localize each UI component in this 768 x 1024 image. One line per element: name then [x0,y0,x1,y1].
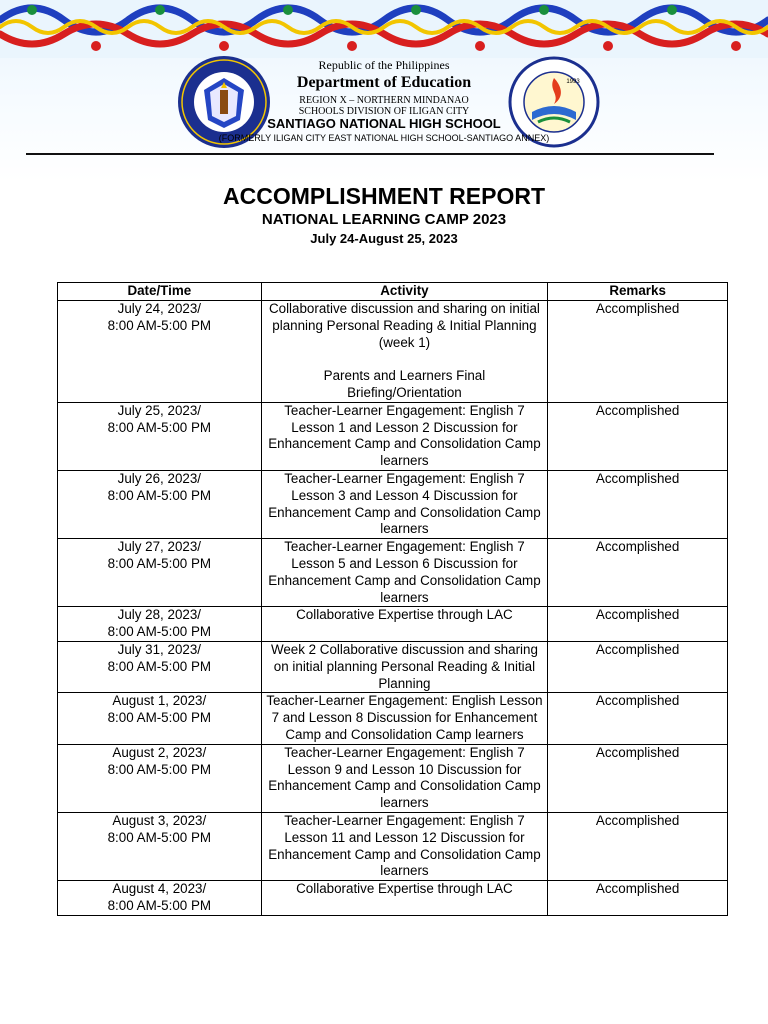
activity-cell: Teacher-Learner Engagement: English 7 Lesson 9 and Lesson 10 Discussion for Enhancement Camp and Consolidation Camp learners [261,744,548,812]
former-school-name: (FORMERLY ILIGAN CITY EAST NATIONAL HIGH SCHOOL-SANTIAGO ANNEX) [218,133,550,143]
column-header-date: Date/Time [58,283,262,301]
table-row [58,812,728,880]
remarks-cell: Accomplished [548,693,728,744]
date-cell [58,744,262,812]
activity-text: Parents and Learners Final Briefing/Orientation [323,368,486,400]
activity-cell: Teacher-Learner Engagement: English 7 Lesson 1 and Lesson 2 Discussion for Enhancement Camp and Consolidation Camp learners [261,402,548,470]
date-cell [58,301,262,403]
date-cell [58,539,262,607]
activity-cell: Teacher-Learner Engagement: English 7 Lesson 3 and Lesson 4 Discussion for Enhancement Camp and Consolidation Camp learners [261,470,548,538]
department-name: Department of Education [296,74,472,91]
date-text: August 1, 2023/ [112,693,207,709]
time-text: 8:00 AM-5:00 PM [107,419,212,435]
date-cell [58,402,262,470]
date-cell [58,881,262,916]
school-name: SANTIAGO NATIONAL HIGH SCHOOL [267,116,501,131]
time-text: 8:00 AM-5:00 PM [107,897,212,913]
report-dates: July 24-August 25, 2023 [310,231,458,246]
activity-cell: Collaborative Expertise through LAC [261,607,548,642]
date-text: August 2, 2023/ [112,744,207,760]
activity-cell: Teacher-Learner Engagement: English 7 Lesson 5 and Lesson 6 Discussion for Enhancement Camp and Consolidation Camp learners [261,539,548,607]
remarks-cell: Accomplished [548,744,728,812]
time-text: 8:00 AM-5:00 PM [107,555,212,571]
school-seal-year: 1993 [566,79,580,85]
table-row [58,744,728,812]
activity-cell: Week 2 Collaborative discussion and sharing on initial planning Personal Reading & Initial Planning [261,641,548,692]
letterhead [0,0,768,182]
division-line: SCHOOLS DIVISION OF ILIGAN CITY [298,106,470,117]
decorative-border [0,0,768,58]
table-row [58,693,728,744]
republic-line: Republic of the Philippines [318,58,450,72]
column-header-activity: Activity [261,283,548,301]
activity-cell: Collaborative Expertise through LAC [261,881,548,916]
date-text: July 31, 2023/ [117,641,202,657]
remarks-cell: Accomplished [548,607,728,642]
date-text: July 26, 2023/ [117,470,202,486]
table-row [58,539,728,607]
time-text: 8:00 AM-5:00 PM [107,710,212,726]
date-cell [58,607,262,642]
activity-text: Collaborative discussion and sharing on initial planning Personal Reading & Initial Planning (week 1) [268,301,540,350]
time-text: 8:00 AM-5:00 PM [107,658,212,674]
time-text: 8:00 AM-5:00 PM [107,761,212,777]
table-row [58,301,728,403]
remarks-cell: Accomplished [548,402,728,470]
date-text: August 4, 2023/ [112,881,207,897]
header-divider [26,153,714,155]
table-row [58,881,728,916]
table-row [58,641,728,692]
activity-cell: Teacher-Learner Engagement: English Lesson 7 and Lesson 8 Discussion for Enhancement Camp and Consolidation Camp learners [261,693,548,744]
remarks-cell: Accomplished [548,812,728,880]
report-title: ACCOMPLISHMENT REPORT [223,183,545,209]
table-header-row [58,283,728,301]
date-cell [58,812,262,880]
date-cell [58,693,262,744]
column-header-remarks: Remarks [548,283,728,301]
report-subtitle: NATIONAL LEARNING CAMP 2023 [261,211,507,228]
date-text: July 24, 2023/ [117,301,202,316]
activity-cell: Teacher-Learner Engagement: English 7 Lesson 11 and Lesson 12 Discussion for Enhancement Camp and Consolidation Camp learners [261,812,548,880]
remarks-cell: Accomplished [548,301,728,403]
remarks-cell: Accomplished [548,641,728,692]
time-text: 8:00 AM-5:00 PM [107,829,212,845]
table-row [58,607,728,642]
accomplishment-table [57,282,728,916]
time-text: 8:00 AM-5:00 PM [107,624,212,640]
remarks-cell: Accomplished [548,881,728,916]
date-cell [58,641,262,692]
date-text: August 3, 2023/ [112,812,207,828]
remarks-cell: Accomplished [548,539,728,607]
time-text: 8:00 AM-5:00 PM [107,487,212,503]
region-line: REGION X – NORTHERN MINDANAO [299,95,469,106]
date-text: July 27, 2023/ [117,539,202,555]
date-text: July 25, 2023/ [117,402,202,418]
table-row [58,470,728,538]
activity-cell [261,301,548,403]
table-row [58,402,728,470]
date-cell [58,470,262,538]
remarks-cell: Accomplished [548,470,728,538]
time-text: 8:00 AM-5:00 PM [107,317,212,333]
date-text: July 28, 2023/ [117,607,202,623]
